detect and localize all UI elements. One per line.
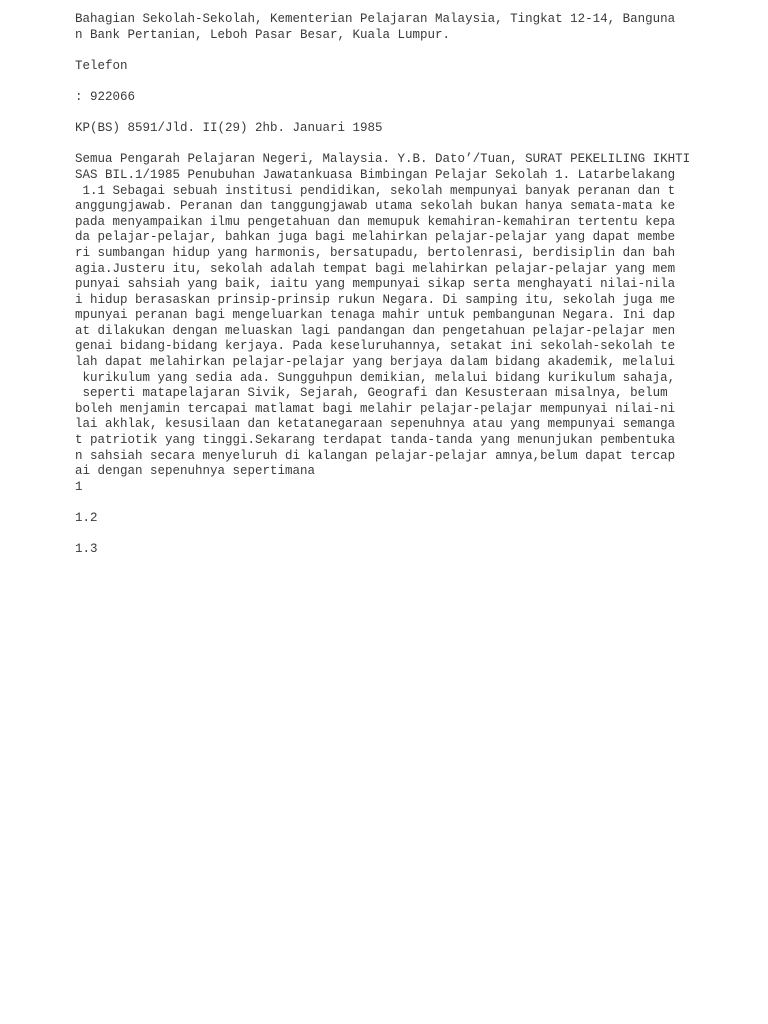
address-line: Bahagian Sekolah-Sekolah, Kementerian Pelajaran Malaysia, Tingkat 12-14, Banguna <box>75 12 676 26</box>
page-marker: 1 <box>75 479 83 494</box>
telefon-label: Telefon <box>75 58 128 73</box>
reference-date: KP(BS) 8591/Jld. II(29) 2hb. Januari 1985 <box>75 121 383 136</box>
section-number-1-2: 1.2 <box>75 511 98 525</box>
telefon-number: : 922066 <box>75 89 136 104</box>
body-line: kurikulum yang sedia ada. Sungguhpun demikian, melalui bidang kurikulum sahaja, <box>75 370 676 385</box>
document-page <box>75 12 691 558</box>
body-line: n sahsiah secara menyeluruh di kalangan pelajar-pelajar amnya,belum dapat tercap <box>75 448 676 463</box>
body-line: anggungjawab. Peranan dan tanggungjawab utama sekolah bukan hanya semata-mata ke <box>75 199 676 214</box>
body-line: t patriotik yang tinggi.Sekarang terdapat tanda-tanda yang menunjukan pembentuka <box>75 433 676 448</box>
body-line: ri sumbangan hidup yang harmonis, bersatupadu, bertolenrasi, berdisiplin dan bah <box>75 245 676 260</box>
address-block <box>75 12 685 43</box>
address-line: n Bank Pertanian, Leboh Pasar Besar, Kuala Lumpur. <box>75 27 451 42</box>
body-line: boleh menjamin tercapai matlamat bagi melahir pelajar-pelajar mempunyai nilai-ni <box>75 401 676 416</box>
body-line: SAS BIL.1/1985 Penubuhan Jawatankuasa Bimbingan Pelajar Sekolah 1. Latarbelakang <box>75 167 676 182</box>
body-line: seperti matapelajaran Sivik, Sejarah, Geografi dan Kesusteraan misalnya, belum <box>75 386 668 401</box>
body-line: Semua Pengarah Pelajaran Negeri, Malaysia. Y.B. Dato’/Tuan, SURAT PEKELILING IKHTI <box>75 152 691 167</box>
body-line: 1.1 Sebagai sebuah institusi pendidikan, sekolah mempunyai banyak peranan dan t <box>75 183 676 198</box>
body-line: agia.Justeru itu, sekolah adalah tempat bagi melahirkan pelajar-pelajar yang mem <box>75 261 676 276</box>
body-line: i hidup berasaskan prinsip-prinsip rukun Negara. Di samping itu, sekolah juga me <box>75 292 676 307</box>
body-line: mpunyai peranan bagi mengeluarkan tenaga mahir untuk pembangunan Negara. Ini dap <box>75 308 676 323</box>
body-line: lai akhlak, kesusilaan dan ketatanegaraan sepenuhnya atau yang mempunyai semanga <box>75 417 676 432</box>
body-line: genai bidang-bidang kerjaya. Pada keseluruhannya, setakat ini sekolah-sekolah te <box>75 339 676 354</box>
body-line: at dilakukan dengan meluaskan lagi pandangan dan pengetahuan pelajar-pelajar men <box>75 323 676 338</box>
body-line: da pelajar-pelajar, bahkan juga bagi melahirkan pelajar-pelajar yang dapat membe <box>75 230 676 245</box>
circular-body <box>75 152 691 495</box>
body-line: punyai sahsiah yang baik, iaitu yang mempunyai sikap serta menghayati nilai-nila <box>75 277 676 292</box>
section-number-1-3: 1.3 <box>75 542 98 557</box>
body-line: pada menyampaikan ilmu pengetahuan dan memupuk kemahiran-kemahiran tertentu kepa <box>75 214 676 229</box>
body-line: ai dengan sepenuhnya sepertimana <box>75 464 316 479</box>
body-line: lah dapat melahirkan pelajar-pelajar yang berjaya dalam bidang akademik, melalui <box>75 355 676 370</box>
